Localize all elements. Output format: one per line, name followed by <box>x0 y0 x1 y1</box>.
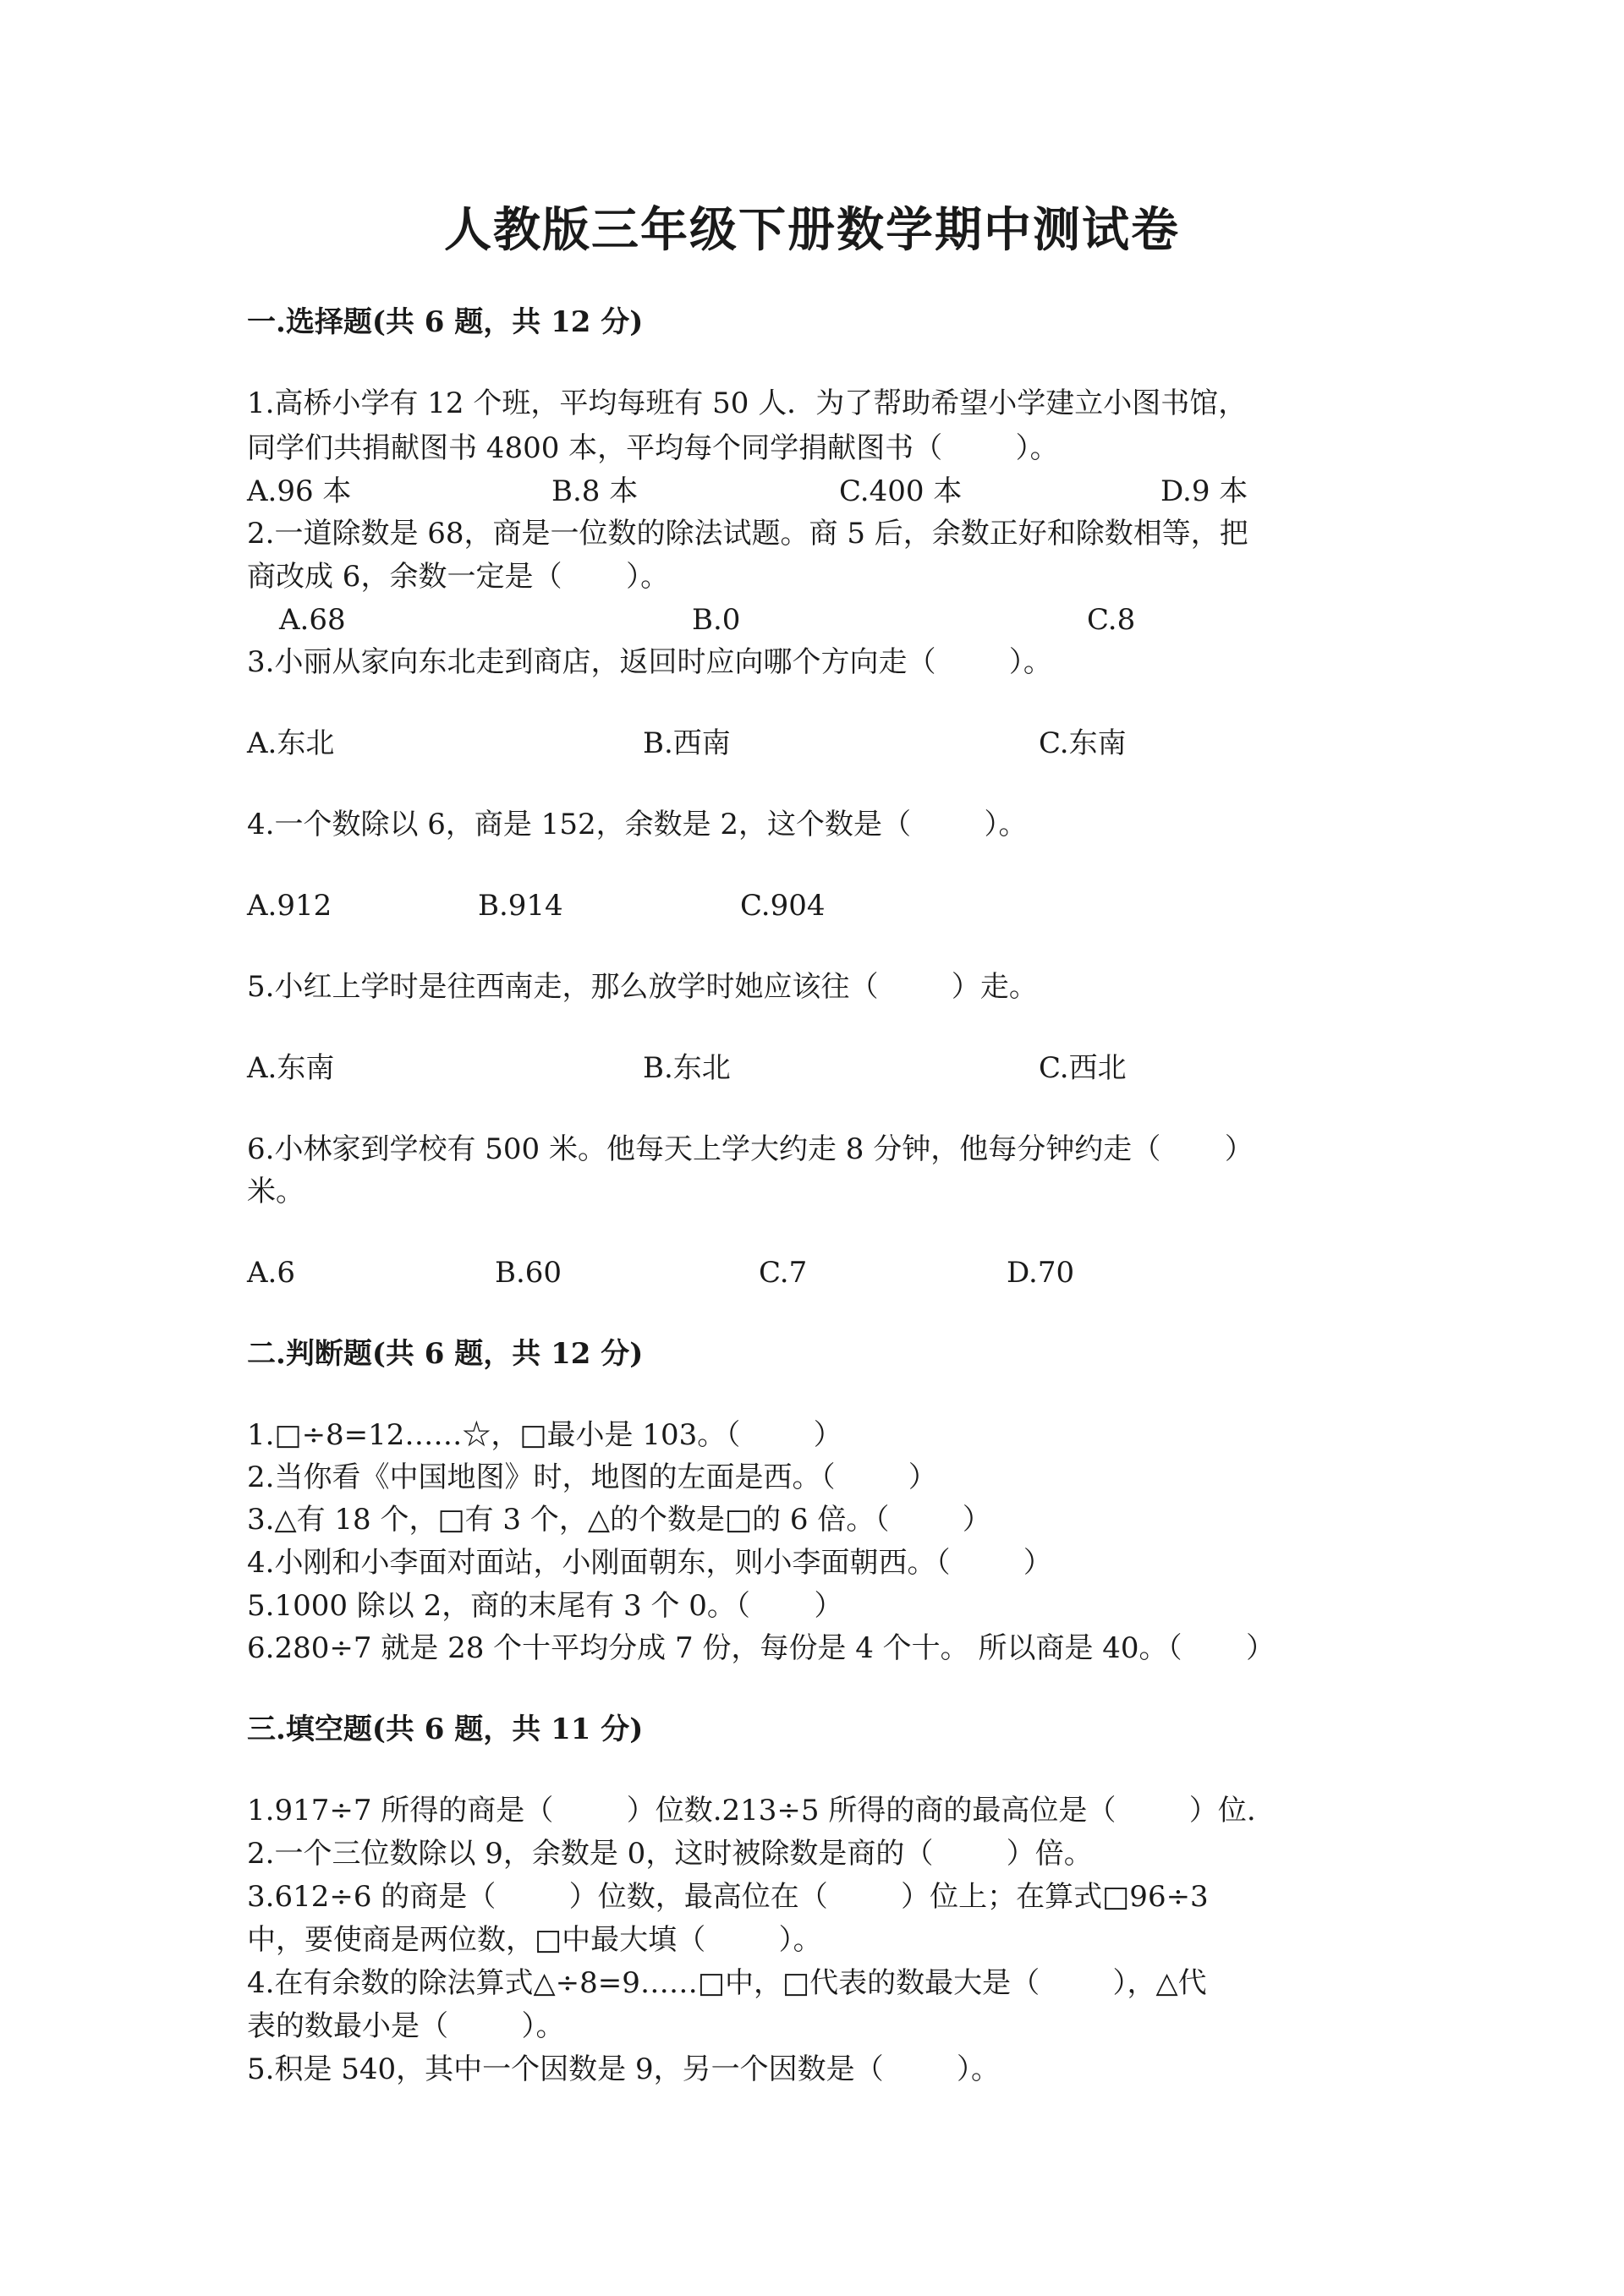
question-line: 1.□÷8=12……☆，□最小是 103。（ ） <box>247 1418 842 1452</box>
question-line: 5.积是 540，其中一个因数是 9，另一个因数是（ ）。 <box>247 2052 1001 2086</box>
option: C.8 <box>1087 603 1136 637</box>
question-line: 3.小丽从家向东北走到商店，返回时应向哪个方向走（ ）。 <box>247 645 1052 679</box>
question-line: 3.612÷6 的商是（ ）位数，最高位在（ ）位上；在算式□96÷3 <box>247 1880 1209 1914</box>
option: A.东南 <box>247 1051 335 1085</box>
section-heading-fill: 三.填空题(共 6 题，共 11 分) <box>247 1712 644 1746</box>
question-line: 表的数最小是（ ）。 <box>247 2009 565 2043</box>
option: A.68 <box>279 603 346 637</box>
option: D.70 <box>1007 1256 1075 1290</box>
question-line: 1.917÷7 所得的商是（ ）位数.213÷5 所得的商的最高位是（ ）位. <box>247 1794 1256 1827</box>
question-line: 6.小林家到学校有 500 米。他每天上学大约走 8 分钟，他每分钟约走（ ） <box>247 1132 1254 1166</box>
page-title: 人教版三年级下册数学期中测试卷 <box>444 202 1180 258</box>
option: C.904 <box>740 889 826 923</box>
option: A.6 <box>247 1256 295 1290</box>
question-line: 2.当你看《中国地图》时，地图的左面是西。（ ） <box>247 1460 937 1494</box>
option: B.60 <box>495 1256 562 1290</box>
question-line: 2.一道除数是 68，商是一位数的除法试题。商 5 后，余数正好和除数相等，把 <box>247 517 1248 551</box>
question-line: 中，要使商是两位数，□中最大填（ ）。 <box>247 1923 822 1957</box>
section-heading-choice: 一.选择题(共 6 题，共 12 分) <box>247 305 644 339</box>
question-line: 5.小红上学时是往西南走，那么放学时她应该往（ ）走。 <box>247 970 1038 1004</box>
question-line: 商改成 6，余数一定是（ ）。 <box>247 560 670 594</box>
option: A.912 <box>247 889 332 923</box>
question-line: 1.高桥小学有 12 个班，平均每班有 50 人．为了帮助希望小学建立小图书馆， <box>247 386 1248 420</box>
option: A.东北 <box>247 726 335 760</box>
question-line: 5.1000 除以 2，商的末尾有 3 个 0。（ ） <box>247 1589 843 1623</box>
option: B.914 <box>478 889 563 923</box>
option: C.7 <box>759 1256 808 1290</box>
option: A.96 本 <box>247 474 352 508</box>
option: C.400 本 <box>839 474 963 508</box>
question-line: 米。 <box>247 1175 304 1208</box>
question-line: 4.一个数除以 6，商是 152，余数是 2，这个数是（ ）。 <box>247 808 1028 841</box>
option: D.9 本 <box>1160 474 1248 508</box>
option: B.0 <box>692 603 741 637</box>
option: C.东南 <box>1039 726 1127 760</box>
option: C.西北 <box>1039 1051 1127 1085</box>
question-line: 4.小刚和小李面对面站，小刚面朝东，则小李面朝西。（ ） <box>247 1546 1052 1580</box>
question-line: 6.280÷7 就是 28 个十平均分成 7 份，每份是 4 个十。 所以商是 40。（ ） <box>247 1631 1276 1665</box>
section-heading-judge: 二.判断题(共 6 题，共 12 分) <box>247 1337 644 1371</box>
option: B.西南 <box>643 726 731 760</box>
question-line: 同学们共捐献图书 4800 本，平均每个同学捐献图书（ ）。 <box>247 431 1059 465</box>
option: B.8 本 <box>551 474 639 508</box>
option: B.东北 <box>643 1051 731 1085</box>
question-line: 2.一个三位数除以 9，余数是 0，这时被除数是商的（ ）倍。 <box>247 1837 1093 1871</box>
question-line: 3.△有 18 个，□有 3 个，△的个数是□的 6 倍。（ ） <box>247 1503 991 1537</box>
question-line: 4.在有余数的除法算式△÷8=9……□中，□代表的数最大是（ ），△代 <box>247 1966 1207 2000</box>
